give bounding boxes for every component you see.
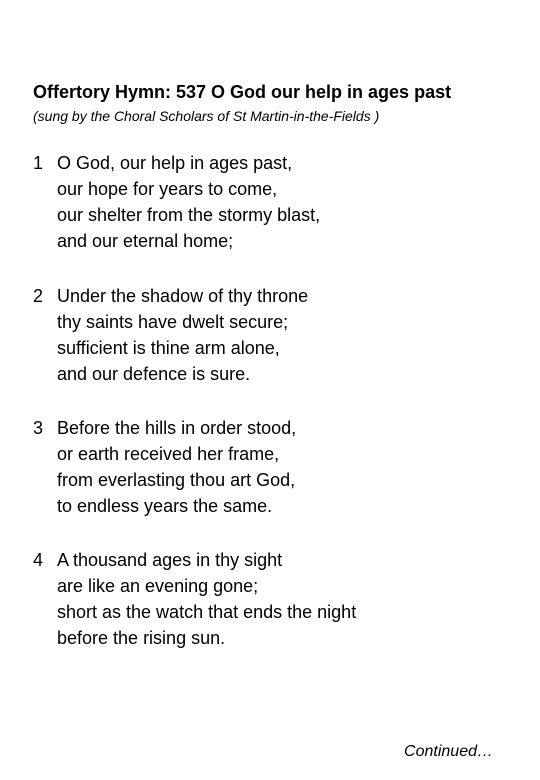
verse-line: from everlasting thou art God, <box>57 470 296 490</box>
verse-line: O God, our help in ages past, <box>57 153 293 173</box>
verse-line: our shelter from the stormy blast, <box>57 205 321 225</box>
verse-line: thy saints have dwelt secure; <box>57 312 289 332</box>
verse-line: are like an evening gone; <box>57 576 259 596</box>
verse-line: or earth received her frame, <box>57 444 280 464</box>
verse-line: before the rising sun. <box>57 628 226 648</box>
hymn-subtitle: (sung by the Choral Scholars of St Martin-in-the-Fields ) <box>33 108 380 124</box>
verse-number: 2 <box>33 286 44 306</box>
verse-line: to endless years the same. <box>57 496 273 516</box>
verse-4 <box>33 547 356 651</box>
continued-note: Continued… <box>404 743 493 760</box>
verse-number: 3 <box>33 418 44 438</box>
verse-line: our hope for years to come, <box>57 179 278 199</box>
verse-line: and our eternal home; <box>57 231 234 251</box>
verse-number: 4 <box>33 550 44 570</box>
verse-line: Under the shadow of thy throne <box>57 286 309 306</box>
verse-line: and our defence is sure. <box>57 364 251 384</box>
verse-line: sufficient is thine arm alone, <box>57 338 280 358</box>
verse-number: 1 <box>33 153 44 173</box>
verse-line: Before the hills in order stood, <box>57 418 297 438</box>
verse-2 <box>33 283 308 387</box>
verse-1 <box>33 150 320 254</box>
verse-line: short as the watch that ends the night <box>57 602 357 622</box>
verse-line: A thousand ages in thy sight <box>57 550 283 570</box>
hymn-title: Offertory Hymn: 537 O God our help in ages past <box>33 82 452 102</box>
verse-3 <box>33 415 296 519</box>
